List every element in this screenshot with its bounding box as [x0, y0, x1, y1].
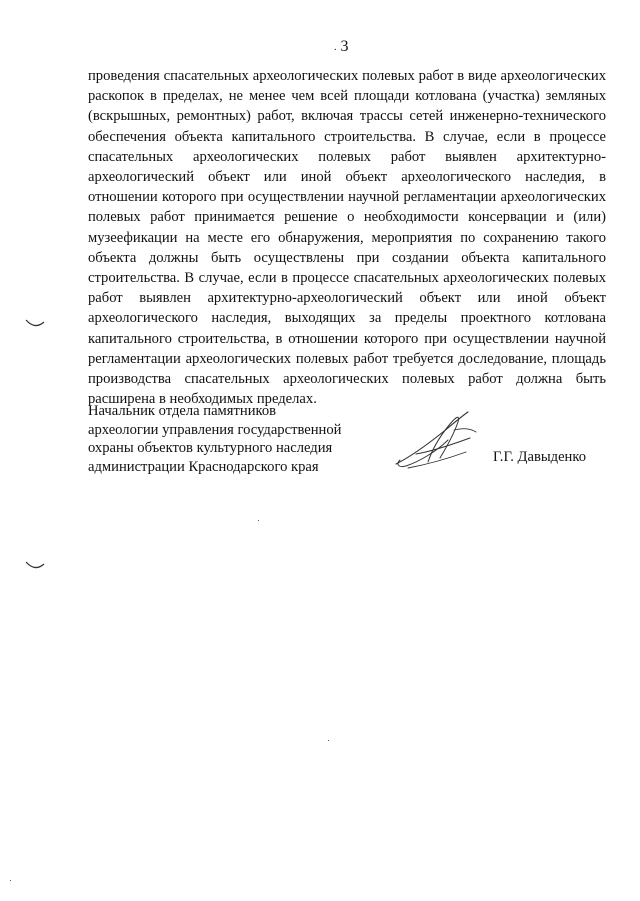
body-paragraph: проведения спасательных археологических полевых работ в виде археологических раскопок в пределах, не менее чем всей площади котлована (участка) земляных (вскрышных, ремонтных) работ, включая трассы сетей инженерно-технического обеспечения объекта капитального строительства. В случае, если в процессе спасательных археологических полевых работ выявлен архитектурно-археологический объект или иной объект археологического наследия, в отношении которого при осуществлении научной регламентации археологических полевых работ принимается решение о необходимости консервации и (или) музеефикации на месте его обнаружения, мероприятия по сохранению такого объекта должны быть осуществлены при создании объекта капитального строительства. В случае, если в процессе спасательных археологических полевых работ выявлен архитектурно-археологический объект или иной объект археологического наследия, выходящих за пределы проектного котлована капитального строительства, в отношении которого при осуществлении научной регламентации археологических полевых работ требуется доследование, площадь производства спасательных археологических полевых работ должна быть расширена в необходимых пределах.	[88, 68, 606, 408]
binder-hole-mark	[24, 560, 46, 572]
scan-speck	[10, 880, 11, 881]
signatory-title-line-3: охраны объектов культурного наследия	[88, 440, 333, 456]
signatory-title-line-1: Начальник отдела памятников	[88, 403, 277, 419]
binder-hole-mark	[24, 318, 46, 330]
page-number	[334, 38, 349, 56]
page-number-value: 3	[340, 38, 349, 55]
page-number-dot: .	[334, 42, 337, 53]
signatory-title-line-4: администрации Краснодарского края	[88, 458, 319, 475]
scan-speck	[328, 740, 329, 741]
signatory-title-line-2: археологии управления государственной	[88, 421, 342, 438]
handwritten-signature	[388, 402, 483, 477]
scan-speck	[258, 520, 259, 521]
signature-block	[88, 402, 608, 482]
signatory-name: Г.Г. Давыденко	[493, 449, 587, 465]
